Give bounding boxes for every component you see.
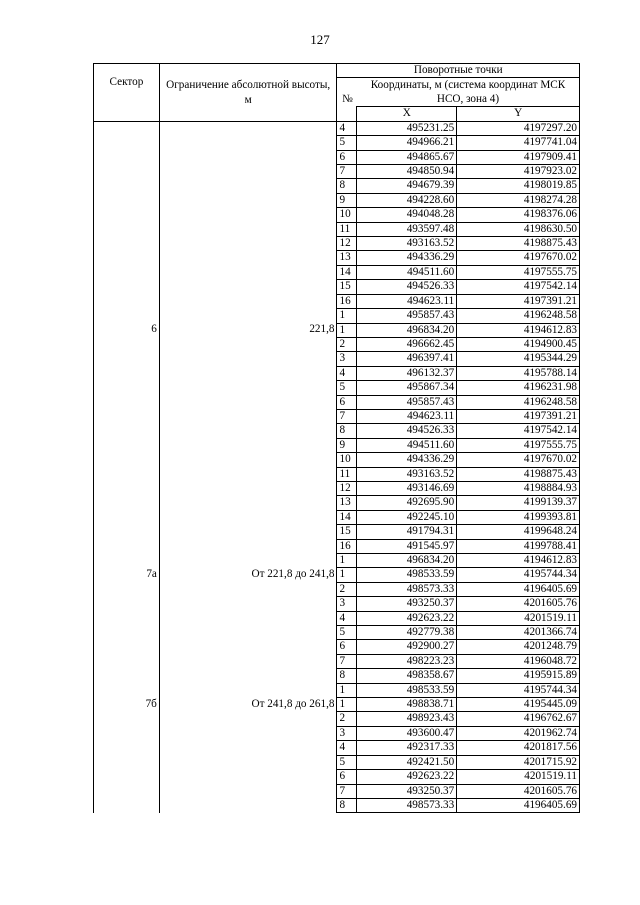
- page-number: 127: [310, 32, 330, 47]
- header-number: №: [337, 78, 357, 121]
- x-coordinate-cell: 496834.20: [357, 323, 457, 337]
- table-row: [94, 323, 580, 337]
- x-coordinate-cell: 494623.11: [357, 294, 457, 308]
- x-coordinate-cell: 494623.11: [357, 409, 457, 423]
- header-coordinates: Координаты, м (система координат МСК НСО, зона 4): [357, 78, 580, 107]
- header-turning-points: Поворотные точки: [337, 64, 580, 78]
- point-number-cell: 8: [337, 179, 357, 193]
- point-number-cell: 4: [337, 121, 357, 135]
- x-coordinate-cell: 493163.52: [357, 237, 457, 251]
- point-number-cell: 7: [337, 654, 357, 668]
- point-number-cell: 12: [337, 237, 357, 251]
- y-coordinate-cell: 4199788.41: [457, 539, 580, 553]
- x-coordinate-cell: 494511.60: [357, 438, 457, 452]
- point-number-cell: 7: [337, 409, 357, 423]
- point-number-cell: 5: [337, 626, 357, 640]
- y-coordinate-cell: 4201605.76: [457, 597, 580, 611]
- x-coordinate-cell: 495231.25: [357, 121, 457, 135]
- y-coordinate-cell: 4197391.21: [457, 409, 580, 423]
- point-number-cell: 2: [337, 712, 357, 726]
- point-number-cell: 5: [337, 136, 357, 150]
- point-number-cell: 3: [337, 597, 357, 611]
- point-number-cell: 6: [337, 395, 357, 409]
- y-coordinate-cell: 4197670.02: [457, 453, 580, 467]
- y-coordinate-cell: 4199139.37: [457, 496, 580, 510]
- y-coordinate-cell: 4195788.14: [457, 366, 580, 380]
- point-number-cell: 6: [337, 770, 357, 784]
- x-coordinate-cell: 498533.59: [357, 683, 457, 697]
- y-coordinate-cell: 4201248.79: [457, 640, 580, 654]
- y-coordinate-cell: 4194612.83: [457, 554, 580, 568]
- x-coordinate-cell: 492317.33: [357, 741, 457, 755]
- y-coordinate-cell: 4197923.02: [457, 165, 580, 179]
- point-number-cell: 1: [337, 323, 357, 337]
- y-coordinate-cell: 4196248.58: [457, 395, 580, 409]
- x-coordinate-cell: 492623.22: [357, 770, 457, 784]
- table-row: [94, 121, 580, 135]
- x-coordinate-cell: 493600.47: [357, 726, 457, 740]
- point-number-cell: 10: [337, 453, 357, 467]
- point-number-cell: 6: [337, 150, 357, 164]
- table-row: [94, 698, 580, 712]
- sector-cell: 7а: [94, 568, 160, 698]
- x-coordinate-cell: 492623.22: [357, 611, 457, 625]
- x-coordinate-cell: 494679.39: [357, 179, 457, 193]
- table-body: [94, 121, 580, 813]
- y-coordinate-cell: 4196248.58: [457, 309, 580, 323]
- y-coordinate-cell: 4197670.02: [457, 251, 580, 265]
- y-coordinate-cell: 4201519.11: [457, 770, 580, 784]
- y-coordinate-cell: 4196762.67: [457, 712, 580, 726]
- x-coordinate-cell: 498923.43: [357, 712, 457, 726]
- sector-cell: [94, 121, 160, 323]
- x-coordinate-cell: 495867.34: [357, 381, 457, 395]
- point-number-cell: 13: [337, 496, 357, 510]
- point-number-cell: 6: [337, 640, 357, 654]
- point-number-cell: 1: [337, 554, 357, 568]
- point-number-cell: 1: [337, 698, 357, 712]
- point-number-cell: 1: [337, 568, 357, 582]
- y-coordinate-cell: 4198875.43: [457, 467, 580, 481]
- x-coordinate-cell: 494526.33: [357, 280, 457, 294]
- x-coordinate-cell: 491545.97: [357, 539, 457, 553]
- x-coordinate-cell: 498358.67: [357, 669, 457, 683]
- point-number-cell: 13: [337, 251, 357, 265]
- x-coordinate-cell: 492779.38: [357, 626, 457, 640]
- point-number-cell: 8: [337, 424, 357, 438]
- point-number-cell: 16: [337, 539, 357, 553]
- y-coordinate-cell: 4198630.50: [457, 222, 580, 236]
- x-coordinate-cell: 492421.50: [357, 755, 457, 769]
- y-coordinate-cell: 4196405.69: [457, 798, 580, 812]
- point-number-cell: 8: [337, 669, 357, 683]
- x-coordinate-cell: 492900.27: [357, 640, 457, 654]
- x-coordinate-cell: 494336.29: [357, 251, 457, 265]
- y-coordinate-cell: 4201605.76: [457, 784, 580, 798]
- x-coordinate-cell: 498533.59: [357, 568, 457, 582]
- y-coordinate-cell: 4197391.21: [457, 294, 580, 308]
- y-coordinate-cell: 4197909.41: [457, 150, 580, 164]
- y-coordinate-cell: 4198376.06: [457, 208, 580, 222]
- point-number-cell: 4: [337, 741, 357, 755]
- y-coordinate-cell: 4199648.24: [457, 525, 580, 539]
- x-coordinate-cell: 495857.43: [357, 395, 457, 409]
- y-coordinate-cell: 4198019.85: [457, 179, 580, 193]
- x-coordinate-cell: 498573.33: [357, 798, 457, 812]
- coordinates-table: [93, 63, 580, 813]
- y-coordinate-cell: 4195344.29: [457, 352, 580, 366]
- sector-cell: 6: [94, 323, 160, 568]
- header-sector: Сектор: [94, 64, 160, 122]
- height-limit-cell: От 241,8 до 261,8: [159, 698, 337, 813]
- y-coordinate-cell: 4194612.83: [457, 323, 580, 337]
- point-number-cell: 4: [337, 366, 357, 380]
- x-coordinate-cell: 494526.33: [357, 424, 457, 438]
- x-coordinate-cell: 498573.33: [357, 582, 457, 596]
- point-number-cell: 7: [337, 784, 357, 798]
- sector-cell: 7б: [94, 698, 160, 813]
- y-coordinate-cell: 4201715.92: [457, 755, 580, 769]
- x-coordinate-cell: 496397.41: [357, 352, 457, 366]
- x-coordinate-cell: 493163.52: [357, 467, 457, 481]
- point-number-cell: 7: [337, 165, 357, 179]
- y-coordinate-cell: 4198274.28: [457, 193, 580, 207]
- y-coordinate-cell: 4198884.93: [457, 481, 580, 495]
- point-number-cell: 9: [337, 438, 357, 452]
- point-number-cell: 14: [337, 265, 357, 279]
- x-coordinate-cell: 491794.31: [357, 525, 457, 539]
- x-coordinate-cell: 494228.60: [357, 193, 457, 207]
- x-coordinate-cell: 492245.10: [357, 510, 457, 524]
- y-coordinate-cell: 4197555.75: [457, 265, 580, 279]
- x-coordinate-cell: 494865.67: [357, 150, 457, 164]
- point-number-cell: 2: [337, 337, 357, 351]
- x-coordinate-cell: 496132.37: [357, 366, 457, 380]
- y-coordinate-cell: 4201366.74: [457, 626, 580, 640]
- point-number-cell: 2: [337, 582, 357, 596]
- table-row: [94, 568, 580, 582]
- point-number-cell: 4: [337, 611, 357, 625]
- height-limit-cell: 221,8: [159, 323, 337, 568]
- point-number-cell: 3: [337, 352, 357, 366]
- header-x: X: [357, 107, 457, 121]
- x-coordinate-cell: 494336.29: [357, 453, 457, 467]
- x-coordinate-cell: 496662.45: [357, 337, 457, 351]
- y-coordinate-cell: 4196405.69: [457, 582, 580, 596]
- x-coordinate-cell: 493250.37: [357, 597, 457, 611]
- point-number-cell: 1: [337, 683, 357, 697]
- point-number-cell: 15: [337, 280, 357, 294]
- y-coordinate-cell: 4196048.72: [457, 654, 580, 668]
- point-number-cell: 16: [337, 294, 357, 308]
- header-y: Y: [457, 107, 580, 121]
- x-coordinate-cell: 492695.90: [357, 496, 457, 510]
- y-coordinate-cell: 4195445.09: [457, 698, 580, 712]
- point-number-cell: 9: [337, 193, 357, 207]
- y-coordinate-cell: 4198875.43: [457, 237, 580, 251]
- y-coordinate-cell: 4197542.14: [457, 424, 580, 438]
- y-coordinate-cell: 4197555.75: [457, 438, 580, 452]
- y-coordinate-cell: 4197297.20: [457, 121, 580, 135]
- height-limit-cell: [159, 121, 337, 323]
- table-header: [94, 64, 580, 122]
- point-number-cell: 5: [337, 381, 357, 395]
- x-coordinate-cell: 494966.21: [357, 136, 457, 150]
- x-coordinate-cell: 496834.20: [357, 554, 457, 568]
- x-coordinate-cell: 493250.37: [357, 784, 457, 798]
- y-coordinate-cell: 4195744.34: [457, 683, 580, 697]
- x-coordinate-cell: 498838.71: [357, 698, 457, 712]
- y-coordinate-cell: 4201817.56: [457, 741, 580, 755]
- point-number-cell: 5: [337, 755, 357, 769]
- x-coordinate-cell: 495857.43: [357, 309, 457, 323]
- point-number-cell: 15: [337, 525, 357, 539]
- y-coordinate-cell: 4197542.14: [457, 280, 580, 294]
- y-coordinate-cell: 4194900.45: [457, 337, 580, 351]
- point-number-cell: 3: [337, 726, 357, 740]
- y-coordinate-cell: 4196231.98: [457, 381, 580, 395]
- x-coordinate-cell: 498223.23: [357, 654, 457, 668]
- y-coordinate-cell: 4195744.34: [457, 568, 580, 582]
- point-number-cell: 8: [337, 798, 357, 812]
- point-number-cell: 10: [337, 208, 357, 222]
- x-coordinate-cell: 494850.94: [357, 165, 457, 179]
- x-coordinate-cell: 494048.28: [357, 208, 457, 222]
- y-coordinate-cell: 4197741.04: [457, 136, 580, 150]
- y-coordinate-cell: 4195915.89: [457, 669, 580, 683]
- point-number-cell: 12: [337, 481, 357, 495]
- point-number-cell: 11: [337, 467, 357, 481]
- y-coordinate-cell: 4201962.74: [457, 726, 580, 740]
- x-coordinate-cell: 493146.69: [357, 481, 457, 495]
- point-number-cell: 11: [337, 222, 357, 236]
- point-number-cell: 14: [337, 510, 357, 524]
- point-number-cell: 1: [337, 309, 357, 323]
- height-limit-cell: От 221,8 до 241,8: [159, 568, 337, 698]
- x-coordinate-cell: 494511.60: [357, 265, 457, 279]
- y-coordinate-cell: 4199393.81: [457, 510, 580, 524]
- x-coordinate-cell: 493597.48: [357, 222, 457, 236]
- y-coordinate-cell: 4201519.11: [457, 611, 580, 625]
- header-height-limit: Ограничение абсолютной высоты, м: [159, 64, 337, 122]
